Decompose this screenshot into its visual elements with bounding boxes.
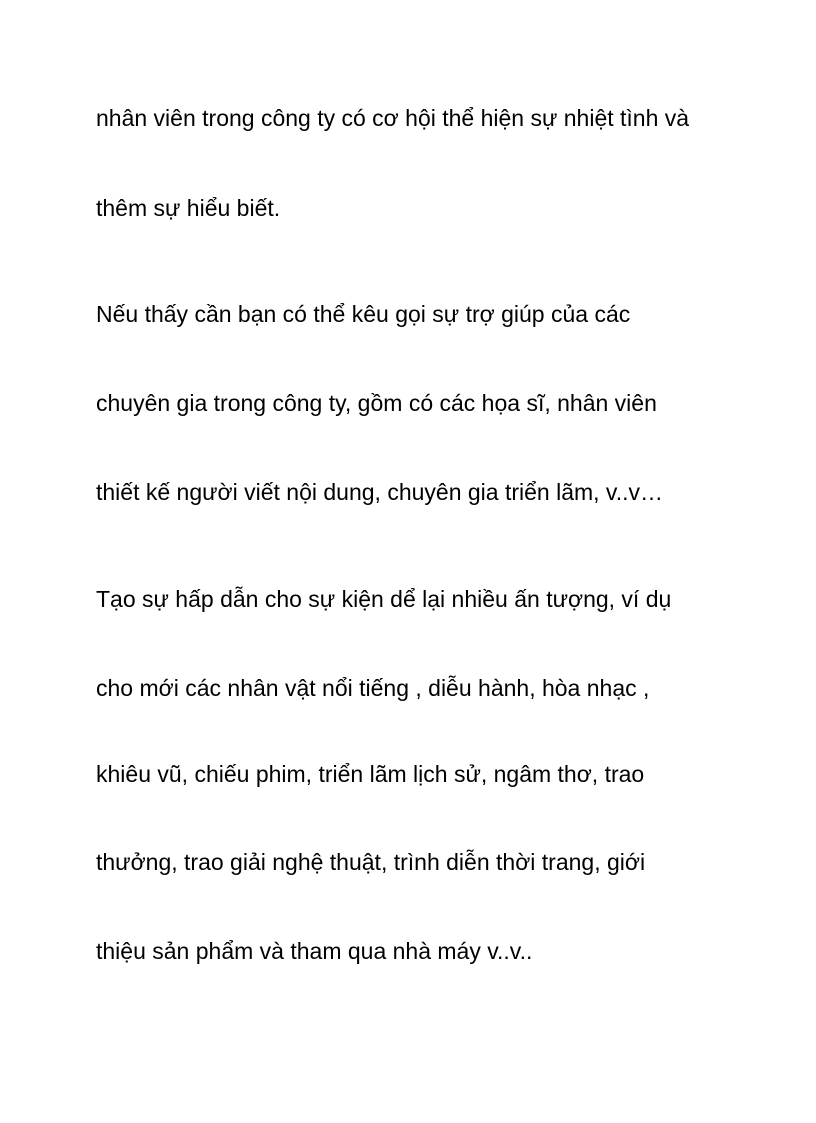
text-line: thêm sự hiểu biết. <box>96 195 281 221</box>
text-line: Tạo sự hấp dẫn cho sự kiện dể lại nhiều ấn tượng, ví dụ <box>96 586 672 612</box>
text-line: nhân viên trong công ty có cơ hội thể hiện sự nhiệt tình và <box>96 105 690 131</box>
text-line: thiết kế người viết nội dung, chuyên gia triển lãm, v..v… <box>96 479 664 505</box>
text-line: cho mới các nhân vật nổi tiếng , diễu hành, hòa nhạc , <box>96 675 650 701</box>
text-line: khiêu vũ, chiếu phim, triển lãm lịch sử, ngâm thơ, trao <box>96 761 645 787</box>
text-line: Nếu thấy cần bạn có thể kêu gọi sự trợ giúp của các <box>96 301 631 327</box>
text-line: chuyên gia trong công ty, gồm có các họa sĩ, nhân viên <box>96 390 657 416</box>
text-line: thưởng, trao giải nghệ thuật, trình diễn thời trang, giới <box>96 849 646 875</box>
text-line: thiệu sản phẩm và tham qua nhà máy v..v.. <box>96 938 533 964</box>
